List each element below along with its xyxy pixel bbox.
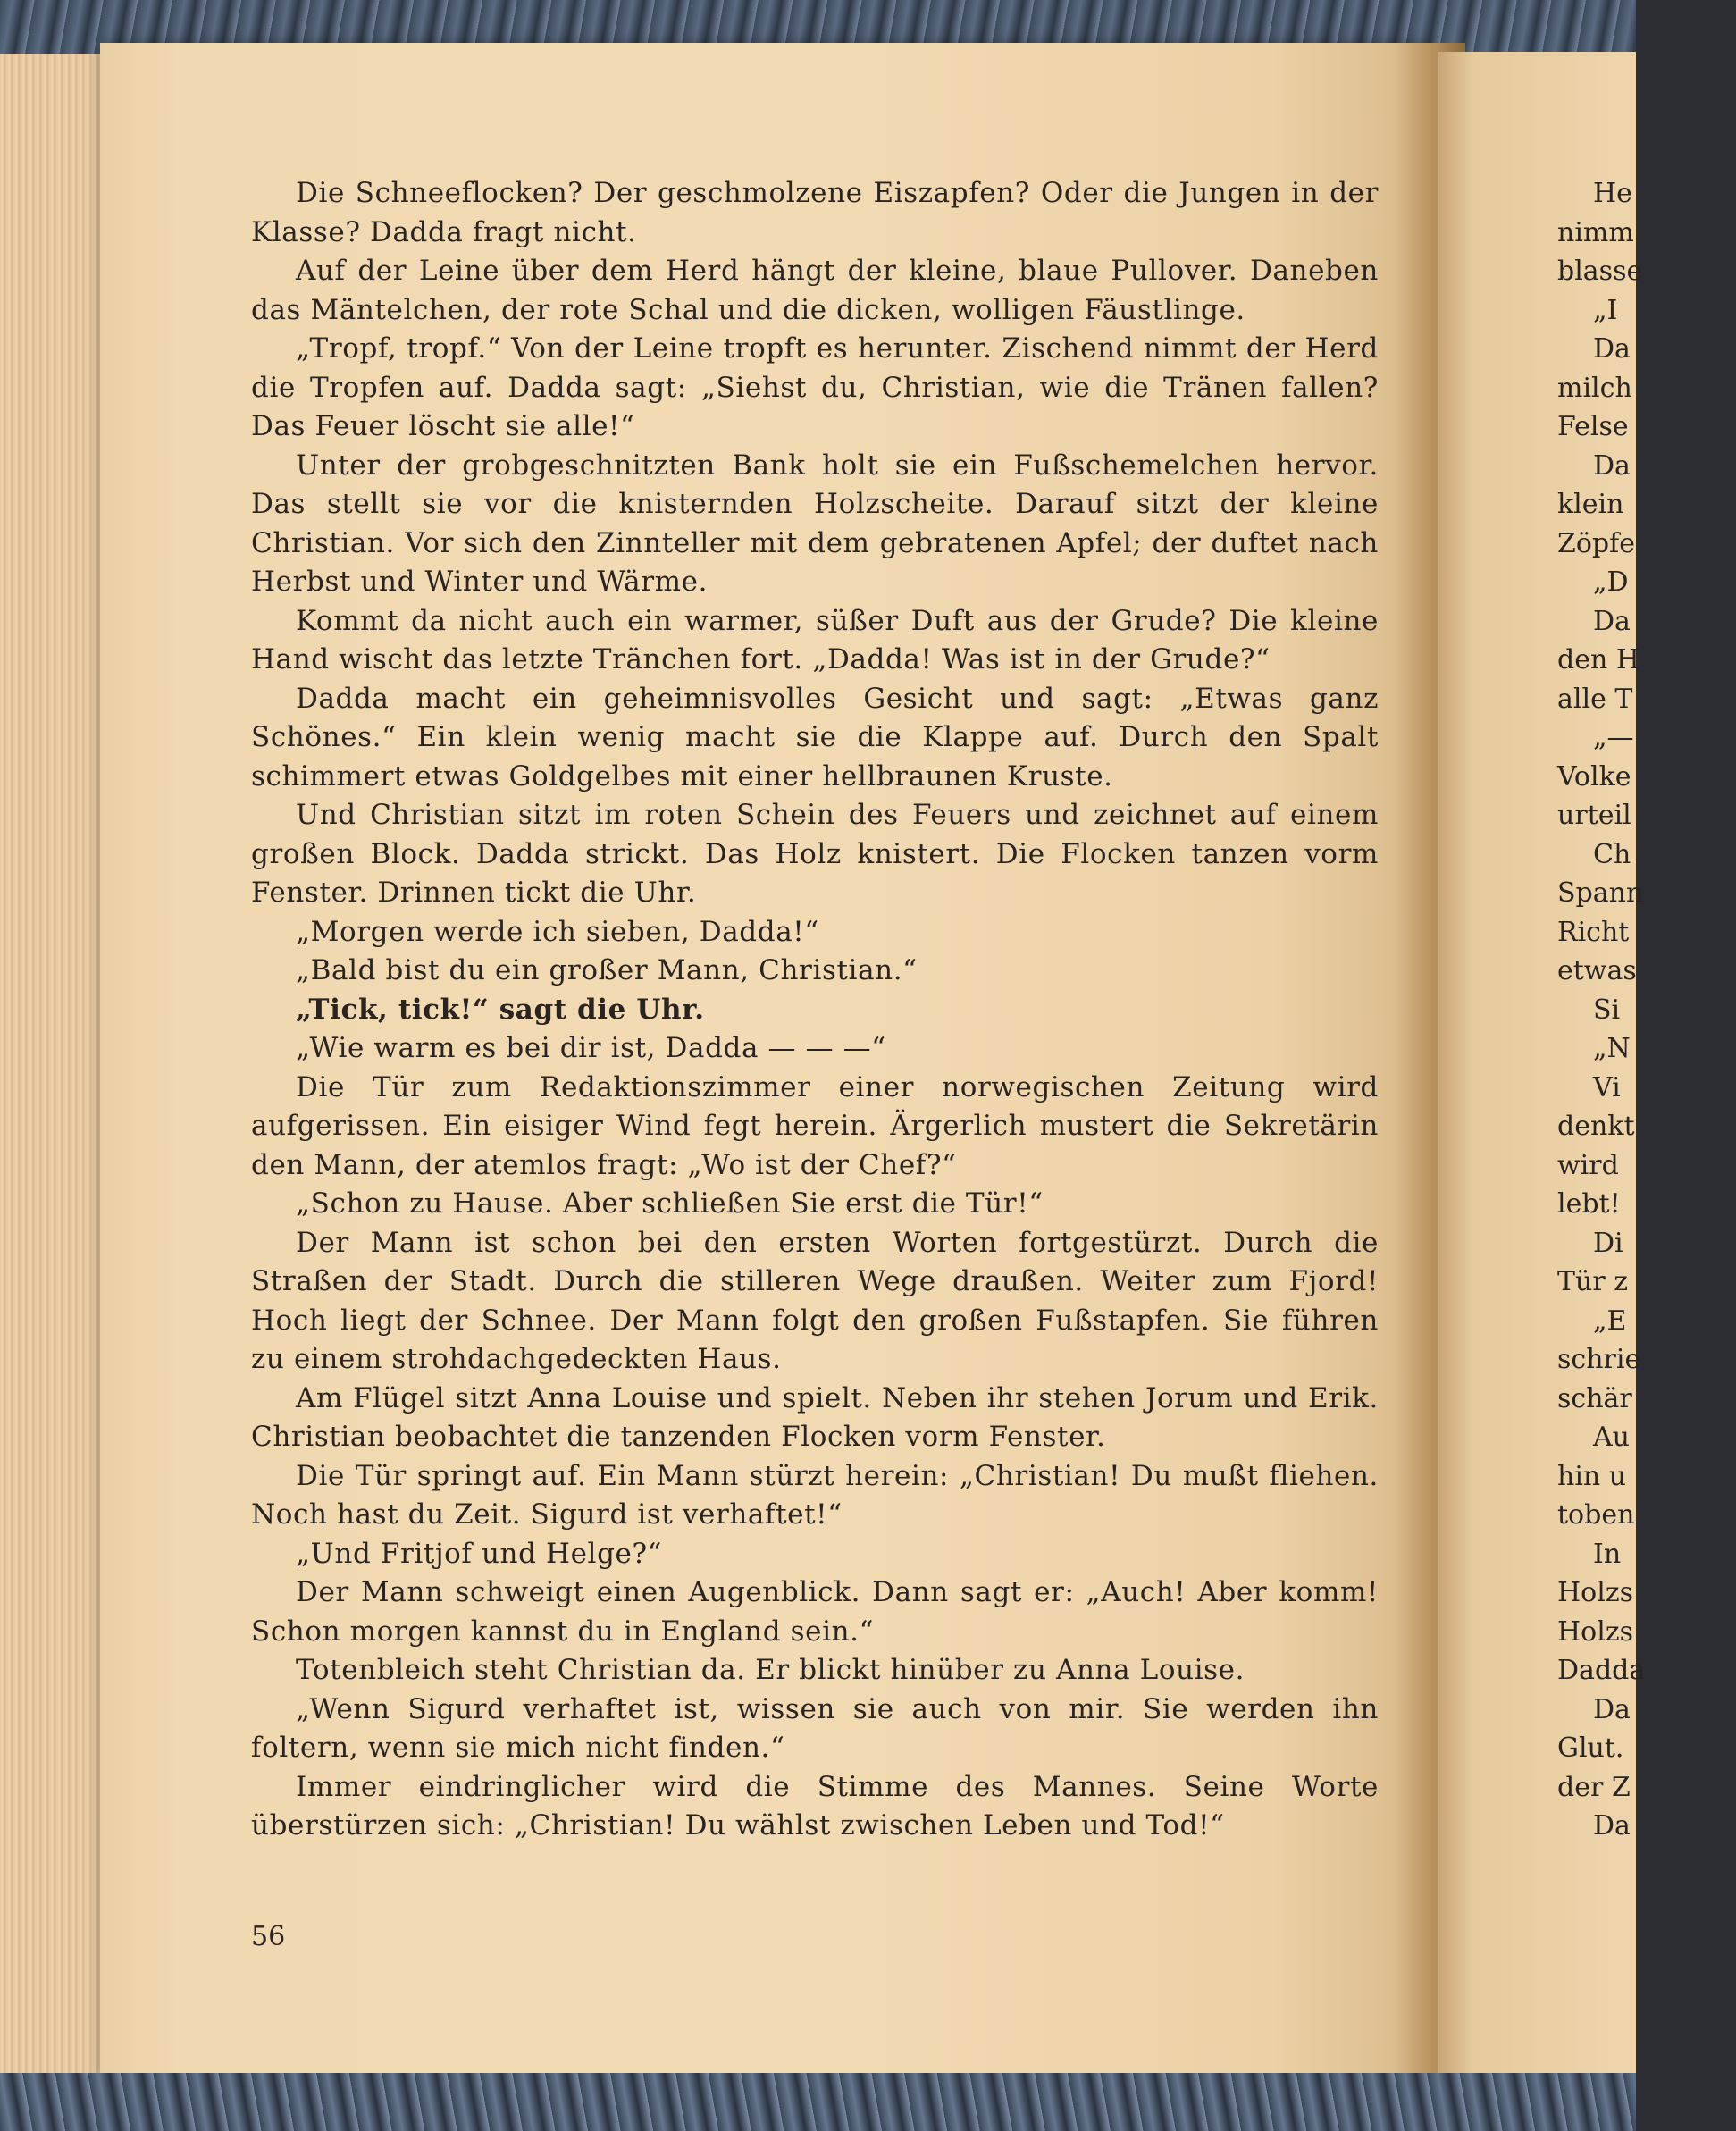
paragraph: Der Mann schweigt einen Augenblick. Dann sagt er: „Auch! Aber komm! Schon morgen kannst du in England sein.“ xyxy=(251,1576,1379,1648)
right-page-line: Felse xyxy=(1557,411,1629,442)
right-page-line: den H xyxy=(1557,644,1640,675)
paragraph: „Bald bist du ein großer Mann, Christian.“ xyxy=(296,954,918,986)
right-page-line: Holzs xyxy=(1557,1577,1634,1608)
right-page-line: lebt! xyxy=(1557,1188,1621,1220)
right-page-line: Holzs xyxy=(1557,1615,1634,1648)
page-number: 56 xyxy=(251,1921,286,1952)
paragraph: „Wie warm es bei dir ist, Dadda — — —“ xyxy=(296,1032,886,1064)
right-page-line: He xyxy=(1593,178,1632,209)
right-page-line: der Z xyxy=(1557,1771,1631,1803)
right-page-line: hin u xyxy=(1557,1460,1627,1492)
right-page-line: Richt xyxy=(1557,916,1630,948)
right-page-line: Glut. xyxy=(1557,1732,1624,1764)
right-page-line: Vi xyxy=(1593,1071,1621,1103)
right-page-line: Ch xyxy=(1593,838,1631,870)
paragraph: Totenbleich steht Christian da. Er blickt hinüber zu Anna Louise. xyxy=(296,1654,1245,1686)
right-page-line: etwas xyxy=(1557,955,1637,986)
paragraph: Auf der Leine über dem Herd hängt der kleine, blaue Pullover. Daneben das Mäntelchen, der rote Schal und die dicken, wolligen Fäustlinge. xyxy=(251,255,1379,326)
right-page-line: Tür z xyxy=(1557,1266,1629,1297)
paragraph: Dadda macht ein geheimnisvolles Gesicht und sagt: „Etwas ganz Schönes.“ Ein klein wenig macht sie die Klappe auf. Durch den Spalt schimmert etwas Goldgelbes mit einer hellbraunen Kruste. xyxy=(251,682,1379,793)
right-page xyxy=(1438,52,1646,2080)
right-page-line: Si xyxy=(1593,994,1621,1026)
page-edges xyxy=(0,54,103,2082)
right-page-text xyxy=(1557,174,1736,1846)
right-page-line: alle T xyxy=(1557,683,1633,715)
right-page-line: denkt xyxy=(1557,1111,1635,1142)
right-page-line: schrie xyxy=(1557,1344,1641,1375)
right-page-line: nimm xyxy=(1557,216,1634,248)
right-page-line: wird xyxy=(1557,1149,1619,1181)
right-page-line: „I xyxy=(1593,294,1618,326)
right-page-line: Spann xyxy=(1557,877,1644,909)
paragraph: „Und Fritjof und Helge?“ xyxy=(296,1537,663,1570)
left-page-text xyxy=(251,174,1379,1846)
right-page-line: milch xyxy=(1557,372,1632,404)
right-page-line: toben xyxy=(1557,1499,1635,1531)
right-page-line: urteil xyxy=(1557,800,1631,831)
right-page-line: Da xyxy=(1593,449,1631,482)
paragraph: „Wenn Sigurd verhaftet ist, wissen sie auch von mir. Sie werden ihn foltern, wenn sie mich nicht finden.“ xyxy=(251,1692,1379,1764)
paragraph: „Tropf, tropf.“ Von der Leine tropft es herunter. Zischend nimmt der Herd die Tropfen auf. Dadda sagt: „Siehst du, Christian, wie die Tränen fallen? Das Feuer löscht sie alle!“ xyxy=(251,332,1379,442)
paragraph: Immer eindringlicher wird die Stimme des Mannes. Seine Worte überstürzen sich: „Christian! Du wählst zwischen Leben und Tod!“ xyxy=(251,1770,1379,1842)
paragraph: Kommt da nicht auch ein warmer, süßer Duft aus der Grude? Die kleine Hand wischt das letzte Tränchen fort. „Dadda! Was ist in der Grude?“ xyxy=(251,604,1379,675)
paragraph: Und Christian sitzt im roten Schein des Feuers und zeichnet auf einem großen Block. Dadda strickt. Das Holz knistert. Die Flocken tanzen vorm Fenster. Drinnen tickt die Uhr. xyxy=(251,799,1379,909)
right-page-line: schär xyxy=(1557,1382,1632,1414)
paragraph: „Tick, tick!“ sagt die Uhr. xyxy=(296,993,705,1026)
right-page-line: Da xyxy=(1593,605,1631,637)
paragraph: Unter der grobgeschnitzten Bank holt sie ein Fußschemelchen hervor. Das stellt sie vor die knisternden Holzscheite. Darauf sitzt der kleine Christian. Vor sich den Zinnteller mit dem gebratenen Apfel; der duftet nach Herbst und Winter und Wärme. xyxy=(251,449,1379,598)
right-page-line: Di xyxy=(1593,1227,1623,1259)
right-page-line: klein xyxy=(1557,489,1624,520)
right-page-line: Au xyxy=(1593,1422,1630,1453)
right-page-line: „— xyxy=(1593,722,1634,753)
right-page-line: blasse xyxy=(1557,256,1643,287)
right-page-line: „E xyxy=(1593,1305,1627,1337)
paragraph: Die Schneeflocken? Der geschmolzene Eiszapfen? Oder die Jungen in der Klasse? Dadda fragt nicht. xyxy=(251,177,1379,248)
right-page-line: „D xyxy=(1593,566,1629,598)
paragraph: Am Flügel sitzt Anna Louise und spielt. Neben ihr stehen Jorum und Erik. Christian beobachtet die tanzenden Flocken vorm Fenster. xyxy=(251,1381,1379,1453)
right-page-line: In xyxy=(1593,1538,1622,1570)
paragraph: „Schon zu Hause. Aber schließen Sie erst die Tür!“ xyxy=(296,1187,1044,1220)
book-cover-bottom xyxy=(0,2073,1636,2131)
right-page-line: Da xyxy=(1593,1810,1631,1842)
right-page-line: Da xyxy=(1593,333,1631,365)
right-page-line: Da xyxy=(1593,1693,1631,1725)
paragraph: Die Tür zum Redaktionszimmer einer norwegischen Zeitung wird aufgerissen. Ein eisiger Wind fegt herein. Ärgerlich mustert die Sekretärin den Mann, der atemlos fragt: „Wo ist der Chef?“ xyxy=(251,1070,1379,1181)
paragraph: Der Mann ist schon bei den ersten Worten fortgestürzt. Durch die Straßen der Stadt. Durch die stilleren Wege draußen. Weiter zum Fjord! Hoch liegt der Schnee. Der Mann folgt den großen Fußstapfen. Sie führen zu einem strohdachgedeckten Haus. xyxy=(251,1226,1379,1375)
paragraph: „Morgen werde ich sieben, Dadda!“ xyxy=(296,915,819,948)
right-page-line: Zöpfe xyxy=(1557,527,1635,559)
paragraph: Die Tür springt auf. Ein Mann stürzt herein: „Christian! Du mußt fliehen. Noch hast du Zeit. Sigurd ist verhaftet!“ xyxy=(251,1459,1379,1531)
right-page-line: Volke xyxy=(1557,760,1631,793)
right-page-line: Dadda xyxy=(1557,1655,1646,1686)
right-page-line: „N xyxy=(1593,1033,1631,1064)
